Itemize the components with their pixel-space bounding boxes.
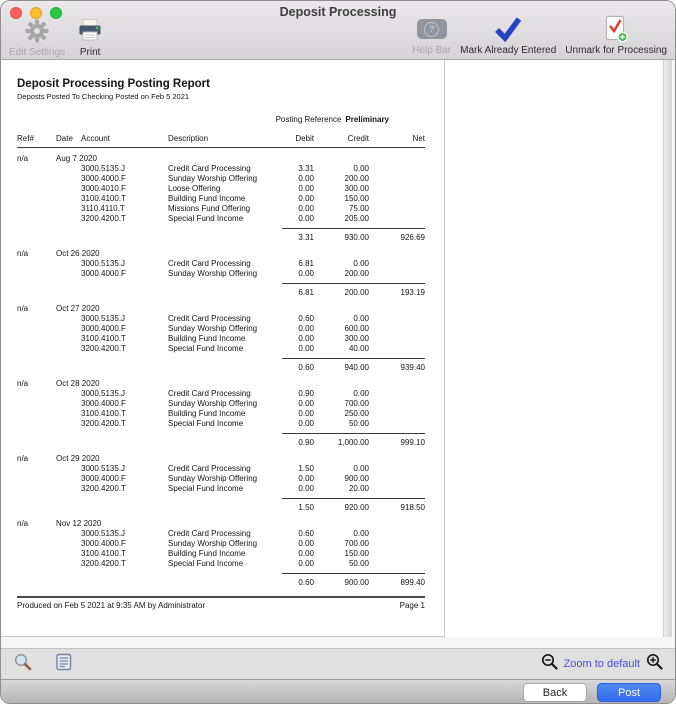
account-cell: 3000.5135.J	[81, 389, 126, 398]
section-date-row	[17, 379, 425, 389]
col-net: Net	[412, 134, 425, 143]
description-cell: Credit Card Processing	[168, 259, 251, 268]
report-section	[17, 304, 444, 373]
col-credit: Credit	[347, 134, 369, 143]
account-cell: 3100.4100.T	[81, 194, 126, 203]
section-total-rule	[282, 433, 425, 434]
ref-cell: n/a	[17, 454, 29, 463]
account-cell: 3000.5135.J	[81, 259, 126, 268]
total-net-cell: 939.40	[400, 363, 425, 372]
date-cell: Oct 27 2020	[56, 304, 100, 313]
section-total-row	[17, 288, 425, 298]
col-description: Description	[168, 134, 209, 143]
debit-cell: 0.60	[298, 529, 314, 538]
debit-cell: 0.00	[298, 474, 314, 483]
section-total-rule	[282, 228, 425, 229]
section-date-row	[17, 154, 425, 164]
debit-cell: 6.81	[298, 259, 314, 268]
col-debit: Debit	[295, 134, 314, 143]
debit-cell: 0.60	[298, 314, 314, 323]
detail-row	[17, 259, 425, 269]
unmark-for-processing-button[interactable]	[565, 15, 667, 56]
description-cell: Building Fund Income	[168, 334, 246, 343]
produced-on-text: Produced on Feb 5 2021 at 9:35 AM by Administrator	[17, 601, 206, 610]
help-bar-label: Help Bar	[412, 45, 452, 56]
checkmark-icon	[494, 15, 522, 43]
debit-cell: 0.00	[298, 409, 314, 418]
account-cell: 3000.5135.J	[81, 314, 126, 323]
account-cell: 3200.4200.T	[81, 559, 126, 568]
zoom-in-icon[interactable]	[646, 653, 663, 675]
detail-row	[17, 214, 425, 224]
detail-row	[17, 269, 425, 279]
credit-cell: 200.00	[344, 174, 369, 183]
account-cell: 3000.4010.F	[81, 184, 126, 193]
posting-reference-label: Posting Reference	[275, 115, 342, 124]
page-number: Page 1	[399, 601, 425, 610]
debit-cell: 0.00	[298, 539, 314, 548]
detail-row	[17, 399, 425, 409]
back-button[interactable]: Back	[523, 683, 587, 702]
unmark-for-processing-label: Unmark for Processing	[565, 45, 667, 56]
mark-already-entered-button[interactable]	[460, 15, 556, 56]
help-bar-button[interactable]	[412, 15, 451, 56]
report-page-blank	[445, 60, 665, 637]
report-page	[1, 60, 445, 637]
description-cell: Missions Fund Offering	[168, 204, 251, 213]
total-net-cell: 999.10	[400, 438, 425, 447]
section-total-row	[17, 363, 425, 373]
section-total-rule	[282, 358, 425, 359]
description-cell: Credit Card Processing	[168, 314, 251, 323]
description-cell: Sunday Worship Offering	[168, 324, 258, 333]
credit-cell: 0.00	[353, 259, 369, 268]
section-total-row	[17, 578, 425, 588]
ref-cell: n/a	[17, 519, 29, 528]
description-cell: Special Fund Income	[168, 559, 244, 568]
description-cell: Sunday Worship Offering	[168, 174, 258, 183]
description-cell: Special Fund Income	[168, 419, 244, 428]
edit-settings-label: Edit Settings	[9, 47, 66, 58]
vertical-scrollbar[interactable]	[663, 60, 672, 637]
posting-reference	[17, 115, 425, 125]
detail-row	[17, 314, 425, 324]
credit-cell: 700.00	[344, 399, 369, 408]
account-cell: 3000.5135.J	[81, 464, 126, 473]
debit-cell: 0.00	[298, 419, 314, 428]
section-total-row	[17, 233, 425, 243]
description-cell: Credit Card Processing	[168, 389, 251, 398]
section-total-row	[17, 438, 425, 448]
unmark-document-icon	[604, 15, 628, 43]
description-cell: Special Fund Income	[168, 214, 244, 223]
account-cell: 3110.4110.T	[81, 204, 125, 213]
credit-cell: 700.00	[344, 539, 369, 548]
ref-cell: n/a	[17, 379, 29, 388]
status-bar	[1, 648, 675, 679]
description-cell: Building Fund Income	[168, 409, 246, 418]
credit-cell: 40.00	[348, 344, 369, 353]
debit-cell: 0.00	[298, 399, 314, 408]
debit-cell: 3.31	[298, 164, 314, 173]
report-title: Deposit Processing Posting Report	[17, 78, 210, 90]
report-footer	[17, 596, 425, 610]
debit-cell: 0.00	[298, 194, 314, 203]
description-cell: Loose Offering	[168, 184, 221, 193]
debit-cell: 0.00	[298, 204, 314, 213]
search-icon[interactable]	[13, 652, 33, 677]
credit-cell: 75.00	[348, 204, 369, 213]
mark-already-entered-label: Mark Already Entered	[460, 45, 557, 56]
total-net-cell: 918.50	[400, 503, 425, 512]
section-total-rule	[282, 573, 425, 574]
total-credit-cell: 920.00	[344, 503, 369, 512]
total-debit-cell: 0.60	[298, 578, 314, 587]
description-cell: Sunday Worship Offering	[168, 474, 258, 483]
debit-cell: 0.00	[298, 214, 314, 223]
account-cell: 3000.4000.F	[81, 174, 126, 183]
date-cell: Nov 12 2020	[56, 519, 102, 528]
debit-cell: 0.00	[298, 344, 314, 353]
description-cell: Credit Card Processing	[168, 464, 251, 473]
column-headers	[17, 134, 425, 144]
ref-cell: n/a	[17, 154, 29, 163]
account-cell: 3000.4000.F	[81, 324, 126, 333]
credit-cell: 50.00	[348, 559, 369, 568]
detail-row	[17, 324, 425, 334]
credit-cell: 300.00	[344, 334, 369, 343]
toolbar-right	[412, 15, 667, 56]
ref-cell: n/a	[17, 304, 29, 313]
header-rule	[17, 147, 425, 148]
detail-row	[17, 344, 425, 354]
post-button[interactable]: Post	[597, 683, 661, 702]
account-cell: 3000.5135.J	[81, 164, 126, 173]
account-cell: 3000.4000.F	[81, 269, 126, 278]
total-debit-cell: 3.31	[298, 233, 314, 242]
credit-cell: 300.00	[344, 184, 369, 193]
total-debit-cell: 1.50	[298, 503, 314, 512]
total-credit-cell: 930.00	[344, 233, 369, 242]
report-sections	[17, 154, 444, 588]
total-debit-cell: 0.60	[298, 363, 314, 372]
report-subtitle: Deposts Posted To Checking Posted on Feb 5 2021	[17, 92, 190, 101]
account-cell: 3100.4100.T	[81, 334, 126, 343]
credit-cell: 205.00	[344, 214, 369, 223]
description-cell: Building Fund Income	[168, 194, 246, 203]
account-cell: 3200.4200.T	[81, 419, 126, 428]
credit-cell: 20.00	[348, 484, 369, 493]
credit-cell: 50.00	[348, 419, 369, 428]
total-net-cell: 899.40	[400, 578, 425, 587]
section-date-row	[17, 249, 425, 259]
col-date: Date	[56, 134, 73, 143]
debit-cell: 0.00	[298, 174, 314, 183]
posting-reference-value: Preliminary	[345, 115, 389, 124]
zoom-to-default-link[interactable]: Zoom to default	[563, 658, 640, 670]
detail-row	[17, 334, 425, 344]
detail-row	[17, 559, 425, 569]
gear-icon	[25, 17, 49, 45]
description-cell: Sunday Worship Offering	[168, 539, 258, 548]
total-net-cell: 926.69	[400, 233, 425, 242]
credit-cell: 0.00	[353, 464, 369, 473]
report-preview-area	[1, 60, 675, 648]
help-icon: ?	[417, 15, 447, 43]
debit-cell: 0.00	[298, 269, 314, 278]
account-cell: 3200.4200.T	[81, 344, 126, 353]
report-section	[17, 519, 444, 588]
report-section	[17, 379, 444, 448]
credit-cell: 0.00	[353, 529, 369, 538]
account-cell: 3100.4100.T	[81, 409, 126, 418]
detail-row	[17, 164, 425, 174]
detail-row	[17, 389, 425, 399]
date-cell: Aug 7 2020	[56, 154, 97, 163]
debit-cell: 0.00	[298, 184, 314, 193]
detail-row	[17, 409, 425, 419]
zoom-out-icon[interactable]	[541, 653, 558, 675]
account-cell: 3200.4200.T	[81, 214, 126, 223]
account-cell: 3000.4000.F	[81, 474, 126, 483]
description-cell: Credit Card Processing	[168, 164, 251, 173]
credit-cell: 150.00	[344, 549, 369, 558]
print-button[interactable]	[77, 17, 103, 58]
total-debit-cell: 0.90	[298, 438, 314, 447]
section-date-row	[17, 454, 425, 464]
credit-cell: 0.00	[353, 389, 369, 398]
detail-row	[17, 549, 425, 559]
report-section	[17, 454, 444, 513]
debit-cell: 0.00	[298, 334, 314, 343]
account-cell: 3100.4100.T	[81, 549, 126, 558]
section-total-row	[17, 503, 425, 513]
debit-cell: 0.90	[298, 389, 314, 398]
footer-rule	[17, 596, 425, 598]
print-label: Print	[79, 47, 101, 58]
col-account: Account	[81, 134, 110, 143]
description-cell: Credit Card Processing	[168, 529, 251, 538]
description-cell: Sunday Worship Offering	[168, 399, 258, 408]
description-cell: Building Fund Income	[168, 549, 246, 558]
total-credit-cell: 900.00	[344, 578, 369, 587]
account-cell: 3200.4200.T	[81, 484, 126, 493]
detail-row	[17, 464, 425, 474]
detail-row	[17, 539, 425, 549]
debit-cell: 0.00	[298, 559, 314, 568]
detail-row	[17, 174, 425, 184]
printer-icon	[77, 17, 103, 45]
credit-cell: 0.00	[353, 164, 369, 173]
toolbar-left	[9, 17, 103, 58]
date-cell: Oct 29 2020	[56, 454, 100, 463]
detail-row	[17, 484, 425, 494]
detail-row	[17, 204, 425, 214]
action-bar	[1, 679, 675, 704]
col-ref: Ref#	[17, 134, 34, 143]
window-header	[1, 1, 675, 60]
section-date-row	[17, 519, 425, 529]
total-net-cell: 193.19	[400, 288, 425, 297]
ref-cell: n/a	[17, 249, 29, 258]
description-cell: Sunday Worship Offering	[168, 269, 258, 278]
account-cell: 3000.4000.F	[81, 399, 126, 408]
credit-cell: 900.00	[344, 474, 369, 483]
report-section	[17, 249, 444, 298]
detail-row	[17, 194, 425, 204]
detail-row	[17, 529, 425, 539]
total-debit-cell: 6.81	[298, 288, 314, 297]
date-cell: Oct 28 2020	[56, 379, 100, 388]
total-credit-cell: 200.00	[344, 288, 369, 297]
debit-cell: 0.00	[298, 549, 314, 558]
window-title: Deposit Processing	[279, 5, 397, 19]
account-cell: 3000.5135.J	[81, 529, 126, 538]
section-total-rule	[282, 498, 425, 499]
date-cell: Oct 26 2020	[56, 249, 100, 258]
detail-row	[17, 474, 425, 484]
debit-cell: 0.00	[298, 484, 314, 493]
description-cell: Special Fund Income	[168, 484, 244, 493]
section-total-rule	[282, 283, 425, 284]
edit-settings-button[interactable]	[9, 17, 65, 58]
section-date-row	[17, 304, 425, 314]
total-credit-cell: 1,000.00	[337, 438, 369, 447]
report-section	[17, 154, 444, 243]
account-cell: 3000.4000.F	[81, 539, 126, 548]
credit-cell: 600.00	[344, 324, 369, 333]
detail-row	[17, 419, 425, 429]
credit-cell: 0.00	[353, 314, 369, 323]
debit-cell: 0.00	[298, 324, 314, 333]
credit-cell: 200.00	[344, 269, 369, 278]
credit-cell: 250.00	[344, 409, 369, 418]
debit-cell: 1.50	[298, 464, 314, 473]
description-cell: Special Fund Income	[168, 344, 244, 353]
credit-cell: 150.00	[344, 194, 369, 203]
total-credit-cell: 940.00	[344, 363, 369, 372]
detail-row	[17, 184, 425, 194]
report-list-icon[interactable]	[55, 653, 73, 676]
